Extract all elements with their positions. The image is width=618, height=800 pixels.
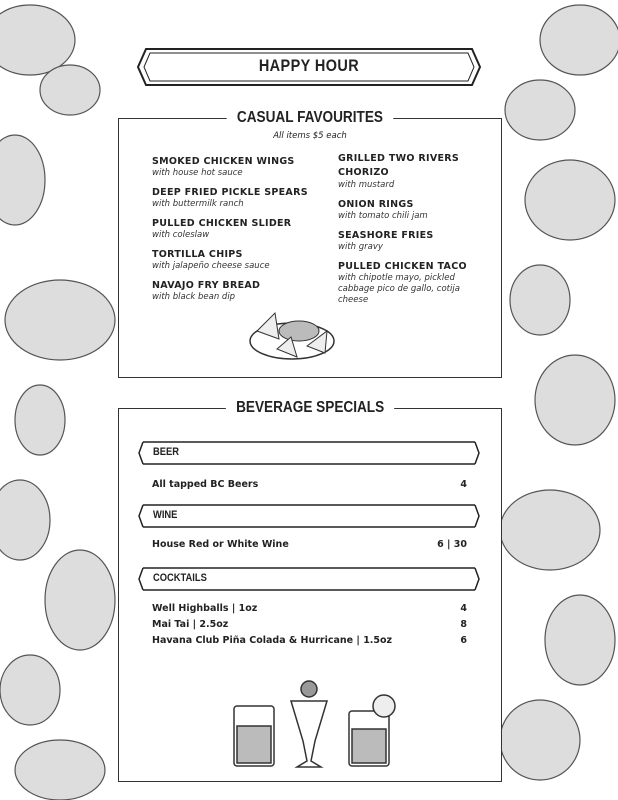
menu-item [338,260,488,306]
menu-item [152,155,308,179]
price: 4 [460,479,467,490]
item-description: with black bean dip [152,292,236,302]
item-name: Well Highballs | 1oz [152,603,258,614]
item-name: PULLED CHICKEN TACO [338,261,467,272]
beverage-row [152,603,467,614]
item-name: All tapped BC Beers [152,479,259,490]
item-name: ONION RINGS [338,199,414,210]
item-name: House Red or White Wine [152,539,289,550]
beverage-row [152,635,467,646]
hop-leaves-illustration-left [0,0,120,800]
item-description: with gravy [338,242,383,252]
item-name: PULLED CHICKEN SLIDER [152,218,292,229]
casual-favourites-section [118,109,502,378]
item-description: with tomato chili jam [338,211,428,221]
item-description: with buttermilk ranch [152,199,244,209]
price: 6 [460,635,467,646]
section-title: BEVERAGE SPECIALS [226,399,395,417]
item-name: Mai Tai | 2.5oz [152,619,229,630]
item-name: COCKTAILS [153,572,207,584]
nachos-illustration [247,301,337,363]
item-name: BEER [153,446,179,458]
item-name: SMOKED CHICKEN WINGS [152,156,295,167]
item-description: with coleslaw [152,230,210,240]
price: 4 [460,603,467,614]
hop-leaves-illustration-right [500,0,618,800]
section-subtitle: All items $5 each [273,131,347,141]
section-title: CASUAL FAVOURITES [227,109,393,127]
item-name: WINE [153,509,178,521]
item-name: TORTILLA CHIPS [152,249,243,260]
beverage-row [152,619,467,630]
menu-column-right [338,152,488,313]
item-name: DEEP FRIED PICKLE SPEARS [152,187,308,198]
item-description: with house hot sauce [152,168,243,178]
beverage-row [152,479,467,490]
menu-item [152,248,308,272]
menu-item [338,152,488,191]
menu-item [152,217,308,241]
price: 6 | 30 [437,539,467,550]
category-banner-cocktails [137,567,481,591]
price: 8 [460,619,467,630]
menu-item [152,186,308,210]
menu-column-left [152,155,308,310]
item-name: NAVAJO FRY BREAD [152,280,261,291]
menu-item [338,198,488,222]
item-description: with jalapeño cheese sauce [152,261,270,271]
cocktails-illustration [229,671,399,771]
item-description: with mustard [338,180,395,190]
category-banner-wine [137,504,481,528]
beverage-row [152,539,467,550]
menu-item [152,279,308,303]
item-name: Havana Club Piña Colada & Hurricane | 1.5oz [152,635,393,646]
happy-hour-banner [136,47,482,87]
item-description: with chipotle mayo, pickled cabbage pico de gallo, cotija cheese [338,273,460,305]
category-banner-beer [137,441,481,465]
page-title: HAPPY HOUR [258,56,360,75]
menu-item [338,229,488,253]
beverage-specials-section [118,399,502,782]
item-name: SEASHORE FRIES [338,230,434,241]
item-name: GRILLED TWO RIVERS CHORIZO [338,153,460,178]
